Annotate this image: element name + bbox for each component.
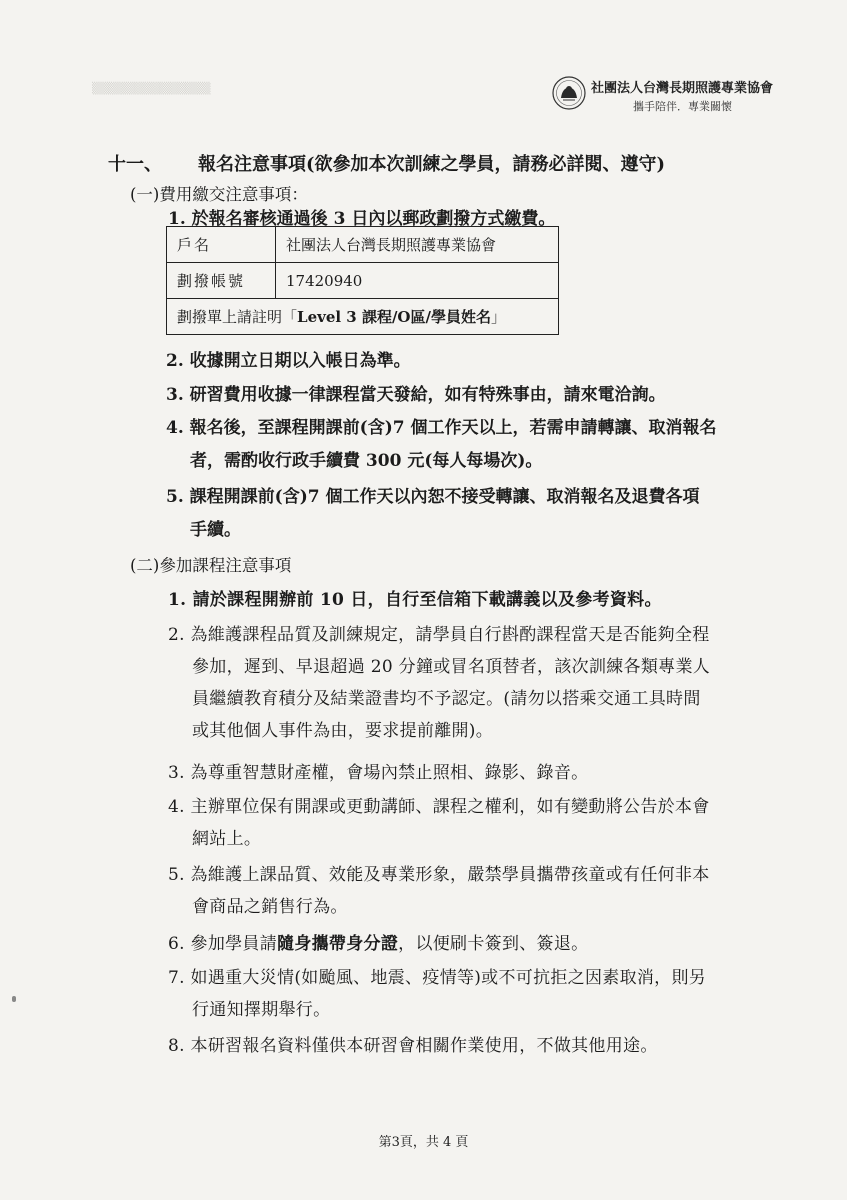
- remittance-note: [167, 299, 559, 335]
- course-item-7-line-2: 行通知擇期舉行。: [192, 1000, 331, 1020]
- fee-item-5-line-2: 手續。: [190, 520, 241, 540]
- fee-heading: (一)費用繳交注意事項：: [130, 185, 308, 204]
- course-item-6-prefix: 6. 參加學員請: [168, 934, 278, 954]
- account-name-value: 社團法人台灣長期照護專業協會: [276, 227, 559, 263]
- association-logo-icon: [552, 76, 586, 110]
- fee-item-4-line-1: 4. 報名後，至課程開課前(含)7 個工作天以上，若需申請轉讓、取消報名: [166, 418, 717, 438]
- course-heading: (二)參加課程注意事項: [130, 556, 292, 575]
- table-row: [167, 299, 559, 335]
- org-name: 社團法人台灣長期照護專業協會: [591, 81, 774, 96]
- fee-item-3: 3. 研習費用收據一律課程當天發給，如有特殊事由，請來電洽詢。: [166, 385, 666, 405]
- course-item-2-line-1: 2. 為維護課程品質及訓練規定，請學員自行斟酌課程當天是否能夠全程: [168, 625, 710, 645]
- table-row: [167, 263, 559, 299]
- section-title: 報名注意事項(欲參加本次訓練之學員，請務必詳閱、遵守): [198, 154, 666, 175]
- course-item-7-line-1: 7. 如遇重大災情(如颱風、地震、疫情等)或不可抗拒之因素取消，則另: [168, 968, 707, 988]
- table-row: [167, 227, 559, 263]
- note-bold: Level 3 課程/O區/學員姓名: [297, 308, 491, 326]
- course-item-5-line-2: 會商品之銷售行為。: [192, 897, 348, 917]
- note-prefix: 劃撥單上請註明「: [177, 308, 298, 326]
- course-item-1-text: 1. 請於課程開辦前 10 日，自行至信箱下載講義以及參考資料。: [168, 590, 662, 610]
- course-item-4-line-1: 4. 主辦單位保有開課或更動講師、課程之權利，如有變動將公告於本會: [168, 797, 710, 817]
- fee-item-2: 2. 收據開立日期以入帳日為準。: [166, 351, 411, 371]
- fee-item-4-line-2: 者，需酌收行政手續費 300 元(每人每場次)。: [190, 451, 543, 471]
- org-slogan: 攜手陪伴．專業關懷: [633, 100, 732, 113]
- course-item-1: [168, 585, 662, 610]
- section-number: 十一、: [108, 154, 162, 175]
- account-number-value: 17420940: [276, 263, 559, 299]
- course-item-5-line-1: 5. 為維護上課品質、效能及專業形象，嚴禁學員攜帶孩童或有任何非本: [168, 865, 710, 885]
- course-item-6-bold: 隨身攜帶身分證: [277, 934, 399, 954]
- fee-item-5-line-1: 5. 課程開課前(含)7 個工作天以內恕不接受轉讓、取消報名及退費各項: [166, 487, 700, 507]
- course-item-8: 8. 本研習報名資料僅供本研習會相關作業使用，不做其他用途。: [168, 1036, 658, 1056]
- page-footer: 第3頁，共 4 頁: [378, 1135, 469, 1150]
- account-name-label: 戶名: [167, 227, 276, 263]
- course-item-2-line-2: 參加，遲到、早退超過 20 分鐘或冒名頂替者，該次訓練各類專業人: [192, 657, 711, 677]
- scan-mark: [12, 996, 16, 1002]
- course-item-6: [168, 929, 588, 954]
- bleed-through-header: ▒▒▒▒▒▒▒▒▒▒▒▒▒▒: [92, 82, 211, 95]
- course-item-6-suffix: ，以便刷卡簽到、簽退。: [398, 934, 589, 954]
- course-item-4-line-2: 網站上。: [192, 829, 262, 849]
- fee-item-1: 1. 於報名審核通過後 3 日內以郵政劃撥方式繳費。: [168, 209, 556, 229]
- account-number-label: 劃撥帳號: [167, 263, 276, 299]
- note-suffix: 」: [490, 308, 506, 326]
- payment-table: [166, 226, 559, 335]
- course-item-2-line-4: 或其他個人事件為由，要求提前離開)。: [192, 721, 494, 741]
- course-item-3: 3. 為尊重智慧財產權，會場內禁止照相、錄影、錄音。: [168, 763, 589, 783]
- course-item-2-line-3: 員繼續教育積分及結業證書均不予認定。(請勿以搭乘交通工具時間: [192, 689, 701, 709]
